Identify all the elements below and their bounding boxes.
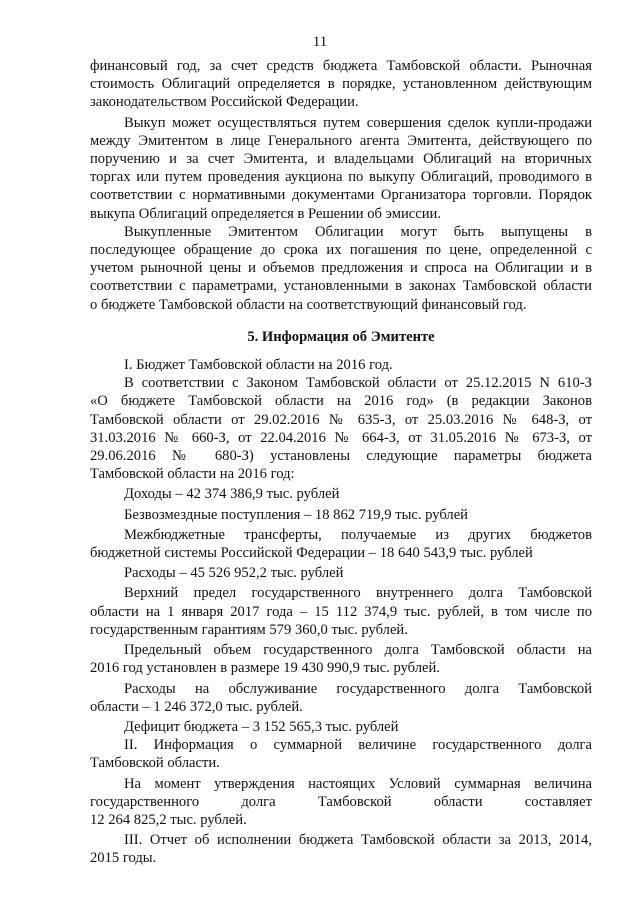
budget-debt-service <box>90 680 592 716</box>
text-line: соответствии с параметрами, установленными в законах Тамбовской области <box>90 278 592 295</box>
text-line: Безвозмездные поступления – 18 862 719,9 тыс. рублей <box>124 506 468 523</box>
text-line: III. Отчет об исполнении бюджета Тамбовской области за 2013, 2014, <box>124 832 592 849</box>
item-total-debt <box>90 736 592 772</box>
text-line: законодательством Российской Федерации. <box>90 94 359 111</box>
text-line: выкупа Облигаций определяется в Решении об эмиссии. <box>90 205 442 222</box>
budget-debt-upper-limit <box>90 584 592 639</box>
paragraph-buyback-procedure <box>90 114 592 223</box>
text-line: Расходы на обслуживание государственного долга Тамбовской <box>124 680 592 697</box>
text-line: торгах или путем проведения аукциона по выкупу Облигаций, проводимого в <box>90 169 592 186</box>
text-line: соответствии с нормативными документами Организатора торговли. Порядок <box>90 187 592 204</box>
text-line: области на 1 января 2017 года – 15 112 374,9 тыс. рублей, в том числе по <box>90 603 592 620</box>
text-line: 12 264 825,2 тыс. рублей. <box>90 811 247 828</box>
text-line: II. Информация о суммарной величине государственного долга <box>124 737 592 754</box>
text-line: государственным гарантиям 579 360,0 тыс. рублей. <box>90 621 408 638</box>
text-line: Тамбовской области на 2016 год: <box>90 466 295 483</box>
text-line: «О бюджете Тамбовской области на 2016 год» (в редакции Законов <box>90 393 592 410</box>
document-body <box>90 57 592 868</box>
text-line: В соответствии с Законом Тамбовской области от 25.12.2015 N 610-З <box>124 375 592 392</box>
text-line: Тамбовской области. <box>90 755 220 772</box>
text-line: Расходы – 45 526 952,2 тыс. рублей <box>124 565 344 582</box>
budget-deficit <box>90 718 592 736</box>
text-line: Верхний предел государственного внутреннего долга Тамбовской <box>124 585 592 602</box>
text-line: На момент утверждения настоящих Условий суммарная величина <box>124 775 592 792</box>
text-line: между Эмитентом в лице Генерального агента Эмитента, действующего по <box>90 132 592 149</box>
paragraph-budget-law <box>90 374 592 483</box>
item-budget-2016 <box>90 356 592 374</box>
text-line: 31.03.2016 № 660-З, от 22.04.2016 № 664-З, от 31.05.2016 № 673-З, от <box>90 429 592 446</box>
page-number: 11 <box>312 34 328 50</box>
text-line: 29.06.2016 № 680-З) установлены следующие параметры бюджета <box>90 448 592 465</box>
text-line: Межбюджетные трансферты, получаемые из других бюджетов <box>124 526 592 543</box>
budget-transfers <box>90 526 592 562</box>
budget-debt-max <box>90 641 592 677</box>
text-line: 2016 год установлен в размере 19 430 990,9 тыс. рублей. <box>90 660 440 677</box>
text-line: финансовый год, за счет средств бюджета Тамбовской области. Рыночная <box>90 58 592 74</box>
text-line: Тамбовской области от 29.02.2016 № 635-З, от 25.03.2016 № 648-З, от <box>90 411 592 428</box>
text-line: 2015 годы. <box>90 850 157 867</box>
text-line: поручению и за счет Эмитента, и владельцами Облигаций на вторичных <box>90 151 592 168</box>
text-line: стоимость Облигаций определяется в порядке, установленном действующим <box>90 76 592 93</box>
text-line: государственного долга Тамбовской области составляет <box>90 793 592 810</box>
budget-income <box>90 485 592 503</box>
paragraph-reissue <box>90 223 592 314</box>
budget-expenses <box>90 564 592 582</box>
paragraph-market-value <box>90 57 592 112</box>
text-line: области – 1 246 372,0 тыс. рублей. <box>90 698 303 715</box>
text-line: учетом рыночной цены и объемов предложения и спроса на Облигации и в <box>90 260 592 277</box>
section-heading: 5. Информация об Эмитенте <box>247 328 435 345</box>
text-line: Дефицит бюджета – 3 152 565,3 тыс. рублей <box>124 718 399 735</box>
text-line: о бюджете Тамбовской области на соответствующий финансовый год. <box>90 296 527 313</box>
text-line: I. Бюджет Тамбовской области на 2016 год. <box>124 357 393 374</box>
text-line: Предельный объем государственного долга Тамбовской области на <box>124 642 592 659</box>
text-line: бюджетной системы Российской Федерации – 18 640 543,9 тыс. рублей <box>90 545 533 562</box>
text-line: Доходы – 42 374 386,9 тыс. рублей <box>124 486 340 503</box>
text-line: Выкупленные Эмитентом Облигации могут быть выпущены в <box>124 223 592 240</box>
paragraph-total-debt <box>90 775 592 830</box>
budget-grants <box>90 506 592 524</box>
text-line: Выкуп может осуществляться путем совершения сделок купли-продажи <box>124 114 592 131</box>
item-budget-report <box>90 831 592 867</box>
text-line: последующее обращение до срока их погашения по цене, определенной с <box>90 242 592 259</box>
